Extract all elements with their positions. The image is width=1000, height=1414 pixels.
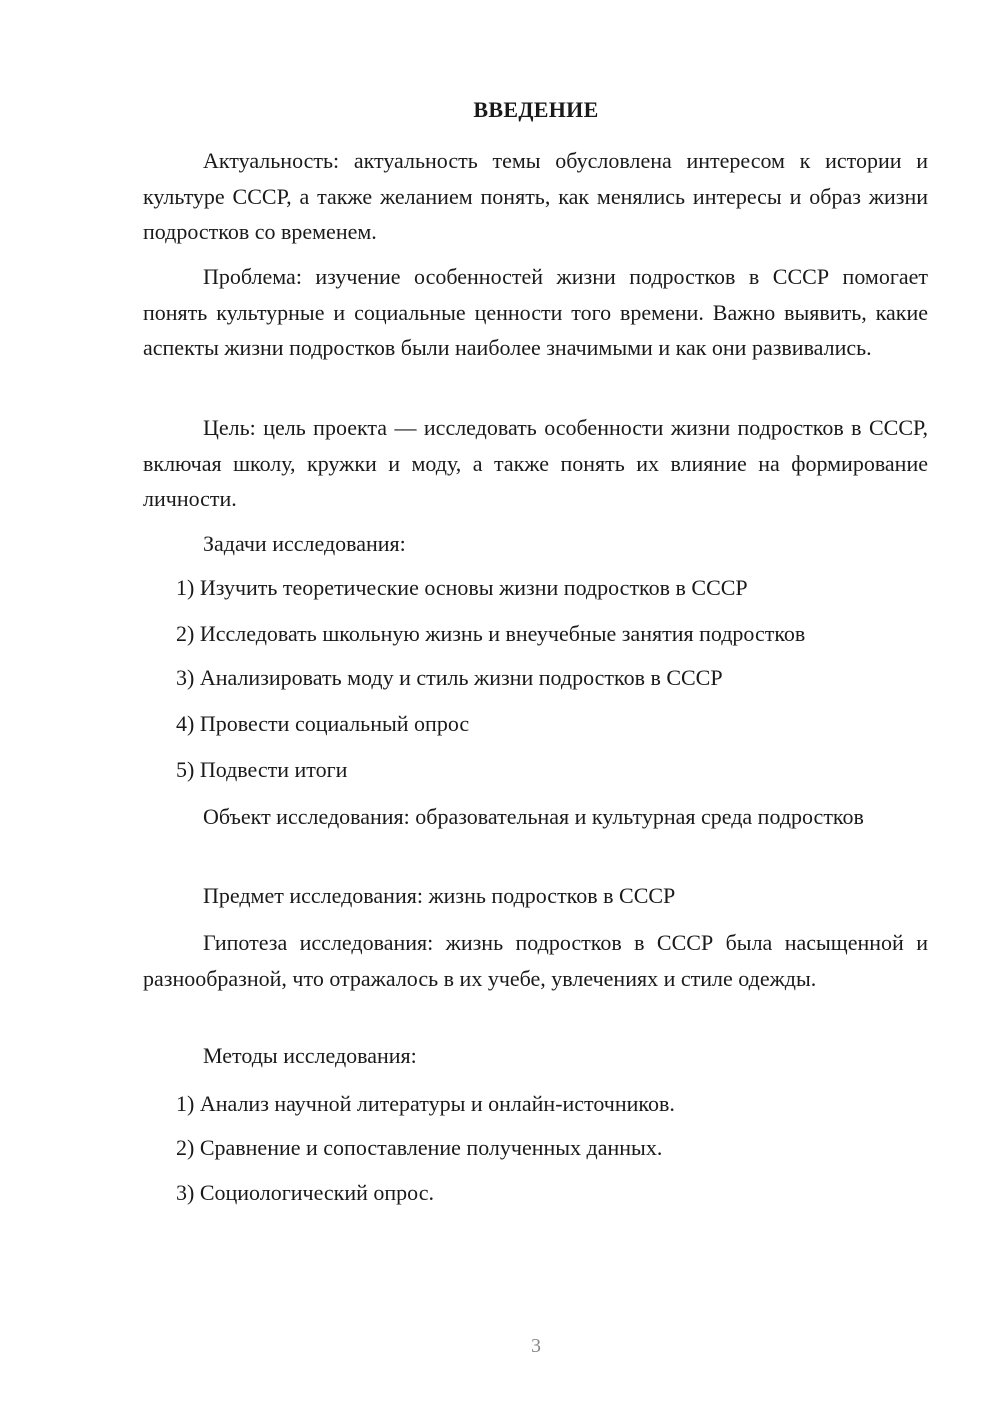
goal-paragraph: Цель: цель проекта — исследовать особенности жизни подростков в СССР, включая школу, кружки и моду, а также понять их влияние на формирование личности. bbox=[143, 415, 928, 511]
tasks-heading: Задачи исследования: bbox=[203, 531, 406, 556]
task-item: 2) Исследовать школьную жизнь и внеучебные занятия подростков bbox=[176, 621, 806, 646]
task-item: 3) Анализировать моду и стиль жизни подростков в СССР bbox=[176, 665, 723, 690]
object-paragraph: Объект исследования: образовательная и культурная среда подростков bbox=[203, 804, 864, 829]
page-number: 3 bbox=[531, 1335, 541, 1357]
task-item: 1) Изучить теоретические основы жизни подростков в СССР bbox=[176, 575, 748, 600]
problem-paragraph: Проблема: изучение особенностей жизни подростков в СССР помогает понять культурные и социальные ценности того времени. Важно выявить, какие аспекты жизни подростков были наиболее значимыми и как они развивались. bbox=[143, 264, 928, 360]
subject-paragraph: Предмет исследования: жизнь подростков в СССР bbox=[203, 883, 676, 908]
methods-heading: Методы исследования: bbox=[203, 1043, 417, 1068]
method-item: 2) Сравнение и сопоставление полученных данных. bbox=[176, 1135, 663, 1160]
method-item: 1) Анализ научной литературы и онлайн-источников. bbox=[176, 1091, 675, 1116]
relevance-paragraph: Актуальность: актуальность темы обусловлена интересом к истории и культуре СССР, а также желанием понять, как менялись интересы и образ жизни подростков со временем. bbox=[143, 148, 928, 244]
task-item: 5) Подвести итоги bbox=[176, 757, 348, 782]
page-title: ВВЕДЕНИЕ bbox=[473, 97, 599, 122]
hypothesis-paragraph: Гипотеза исследования: жизнь подростков в СССР была насыщенной и разнообразной, что отражалось в их учебе, увлечениях и стиле одежды. bbox=[143, 930, 928, 991]
task-item: 4) Провести социальный опрос bbox=[176, 711, 470, 736]
method-item: 3) Социологический опрос. bbox=[176, 1180, 434, 1205]
